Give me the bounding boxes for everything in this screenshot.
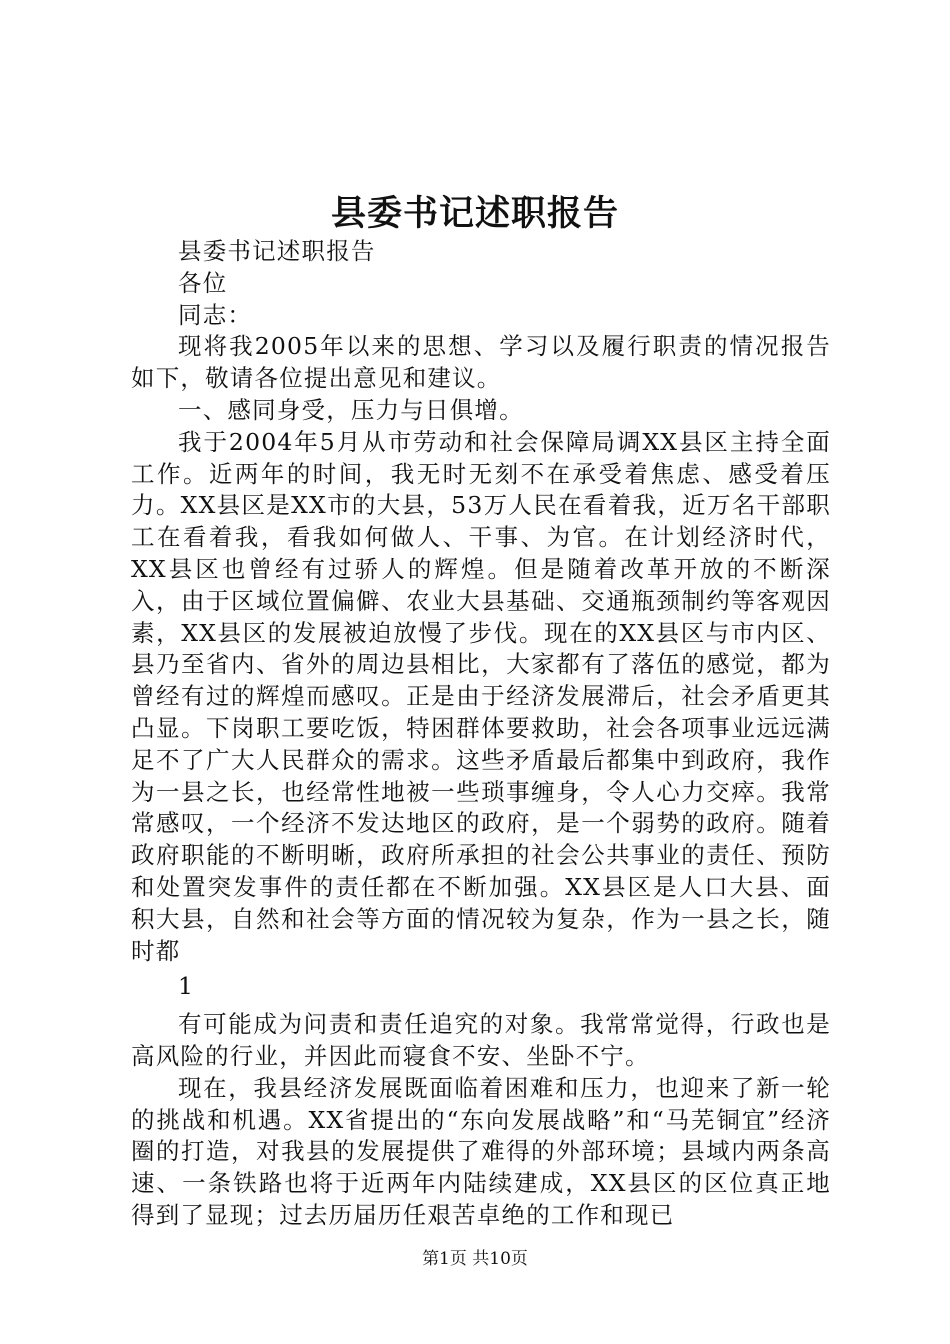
document-body xyxy=(131,236,831,1232)
section-heading-1: 一、感同身受，压力与日俱增。 xyxy=(178,395,524,424)
paragraph-salutation-comrades: 同志： xyxy=(178,300,253,329)
paragraph-body: 我于2004年5月从市劳动和社会保障局调XX县区主持全面工作。近两年的时间，我无时无刻不在承受着焦虑、感受着压力。XX县区是XX市的大县，53万人民在看着我，近万名干部职工在看着我，看我如何做人、干事、为官。在计划经济时代，XX县区也曾经有过骄人的辉煌。但是随着改革开放的不断深入，由于区域位置偏僻、农业大县基础、交通瓶颈制约等客观因素，XX县区的发展被迫放慢了步伐。现在的XX县区与市内区、县乃至省内、省外的周边县相比，大家都有了落伍的感觉，都为曾经有过的辉煌而感叹。正是由于经济发展滞后，社会矛盾更其凸显。下岗职工要吃饭，特困群体要救助，社会各项事业远远满足不了广大人民群众的需求。这些矛盾最后都集中到政府，我作为一县之长，也经常性地被一些琐事缠身，令人心力交瘁。我常常感叹，一个经济不发达地区的政府，是一个弱势的政府。随着政府职能的不断明晰，政府所承担的社会公共事业的责任、预防和处置突发事件的责任都在不断加强。XX县区是人口大县、面积大县，自然和社会等方面的情况较为复杂，作为一县之长，随时都 xyxy=(131,427,831,965)
paragraph-intro: 现将我2005年以来的思想、学习以及履行职责的情况报告如下，敬请各位提出意见和建议。 xyxy=(131,332,831,393)
paragraph-body: 现在，我县经济发展既面临着困难和压力，也迎来了新一轮的挑战和机遇。XX省提出的“东向发展战略”和“马芜铜宜”经济圈的打造，对我县的发展提供了难得的外部环境；县域内两条高速、一条铁路也将于近两年内陆续建成，XX县区的区位真正地得到了显现；过去历届历任艰苦卓绝的工作和现已 xyxy=(131,1073,831,1229)
paragraph-salutation: 各位 xyxy=(178,268,228,297)
page-footer: 第1页 共10页 xyxy=(422,1249,528,1269)
paragraph-body: 有可能成为问责和责任追究的对象。我常常觉得，行政也是高风险的行业，并因此而寝食不安、坐卧不宁。 xyxy=(131,1010,831,1070)
document-title: 县委书记述职报告 xyxy=(330,193,619,234)
inline-page-number: 1 xyxy=(178,972,195,1001)
paragraph-heading-repeat: 县委书记述职报告 xyxy=(178,237,376,265)
